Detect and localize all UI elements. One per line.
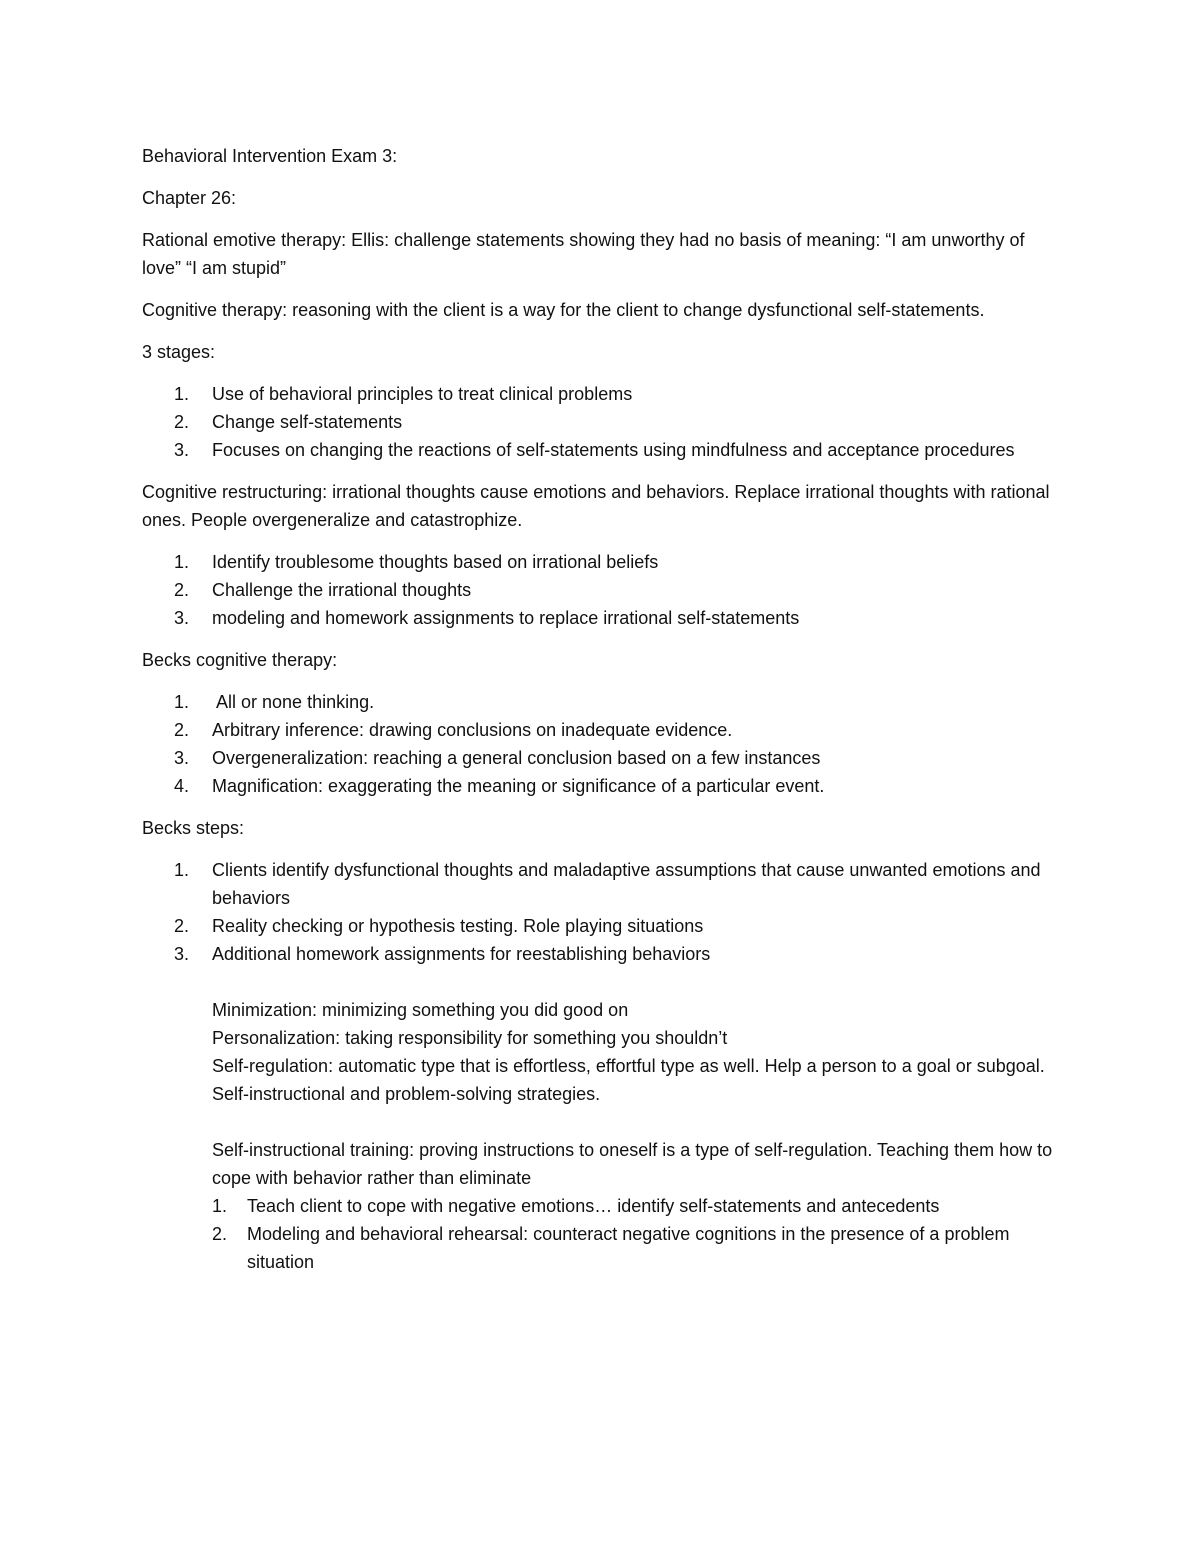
cognitive-therapy-paragraph: Cognitive therapy: reasoning with the client is a way for the client to change dysfunctional self-statements. xyxy=(142,300,985,320)
list-item xyxy=(142,436,1062,464)
self-instructional-paragraph: Self-instructional training: proving instructions to oneself is a type of self-regulation. Teaching them how to cope with behavior rather than eliminate xyxy=(212,1140,1053,1188)
list-item-text: All or none thinking. xyxy=(212,692,375,712)
list-number: 2. xyxy=(174,412,190,432)
list-item xyxy=(142,688,1062,716)
becks-steps-list xyxy=(142,856,1062,968)
list-item xyxy=(142,912,1062,940)
list-item xyxy=(142,744,1062,772)
list-item xyxy=(142,604,1062,632)
list-item xyxy=(212,1220,1062,1276)
list-item-text: Teach client to cope with negative emotions… identify self-statements and antecedents xyxy=(247,1196,940,1216)
list-number: 3. xyxy=(174,748,190,768)
blank-line xyxy=(212,1108,1062,1136)
becks-list xyxy=(142,688,1062,800)
stages-list xyxy=(142,380,1062,464)
list-item-text: Use of behavioral principles to treat clinical problems xyxy=(212,384,633,404)
list-item-text: modeling and homework assignments to replace irrational self-statements xyxy=(212,608,800,628)
list-number: 4. xyxy=(174,776,190,796)
list-number: 2. xyxy=(174,720,190,740)
list-number: 1. xyxy=(174,860,190,880)
list-item-text: Focuses on changing the reactions of self-statements using mindfulness and acceptance procedures xyxy=(212,440,1015,460)
list-item xyxy=(142,380,1062,408)
list-item-text: Arbitrary inference: drawing conclusions on inadequate evidence. xyxy=(212,720,733,740)
list-item xyxy=(142,772,1062,800)
list-number: 1. xyxy=(174,384,190,404)
list-item-text: Overgeneralization: reaching a general conclusion based on a few instances xyxy=(212,748,821,768)
self-regulation-paragraph: Self-regulation: automatic type that is effortless, effortful type as well. Help a person to a goal or subgoal. Self-instructional and problem-solving strategies. xyxy=(212,1056,1045,1104)
list-item-text: Magnification: exaggerating the meaning or significance of a particular event. xyxy=(212,776,825,796)
list-item-text: Modeling and behavioral rehearsal: counteract negative cognitions in the presence of a problem situation xyxy=(247,1224,1010,1272)
becks-steps-heading: Becks steps: xyxy=(142,818,245,838)
list-number: 2. xyxy=(174,580,190,600)
restructuring-steps-list xyxy=(142,548,1062,632)
list-item xyxy=(212,1192,1062,1220)
document-page xyxy=(142,142,1062,1276)
list-number: 1. xyxy=(212,1196,228,1216)
list-item xyxy=(142,408,1062,436)
list-item xyxy=(142,856,1062,912)
list-item xyxy=(142,716,1062,744)
list-number: 2. xyxy=(212,1224,228,1244)
list-item xyxy=(142,576,1062,604)
list-item-text: Reality checking or hypothesis testing. Role playing situations xyxy=(212,916,704,936)
list-number: 3. xyxy=(174,944,190,964)
personalization-line: Personalization: taking responsibility for something you shouldn’t xyxy=(212,1028,728,1048)
document-title: Behavioral Intervention Exam 3: xyxy=(142,146,398,166)
list-number: 3. xyxy=(174,440,190,460)
list-number: 1. xyxy=(174,692,190,712)
minimization-line: Minimization: minimizing something you did good on xyxy=(212,1000,629,1020)
list-item xyxy=(142,548,1062,576)
becks-heading: Becks cognitive therapy: xyxy=(142,650,338,670)
list-item-text: Additional homework assignments for reestablishing behaviors xyxy=(212,944,711,964)
indented-notes xyxy=(212,996,1062,1276)
list-number: 3. xyxy=(174,608,190,628)
cognitive-restructuring-paragraph: Cognitive restructuring: irrational thoughts cause emotions and behaviors. Replace irrational thoughts with rational ones. People overgeneralize and catastrophize. xyxy=(142,482,1050,530)
stages-heading: 3 stages: xyxy=(142,342,216,362)
list-number: 1. xyxy=(174,552,190,572)
list-number: 2. xyxy=(174,916,190,936)
training-steps-list xyxy=(212,1192,1062,1276)
rational-emotive-therapy-paragraph: Rational emotive therapy: Ellis: challenge statements showing they had no basis of meaning: “I am unworthy of love” “I am stupid” xyxy=(142,230,1025,278)
list-item-text: Change self-statements xyxy=(212,412,403,432)
list-item-text: Clients identify dysfunctional thoughts and maladaptive assumptions that cause unwanted emotions and behaviors xyxy=(212,860,1041,908)
chapter-heading: Chapter 26: xyxy=(142,188,237,208)
list-item-text: Identify troublesome thoughts based on irrational beliefs xyxy=(212,552,659,572)
list-item xyxy=(142,940,1062,968)
list-item-text: Challenge the irrational thoughts xyxy=(212,580,472,600)
